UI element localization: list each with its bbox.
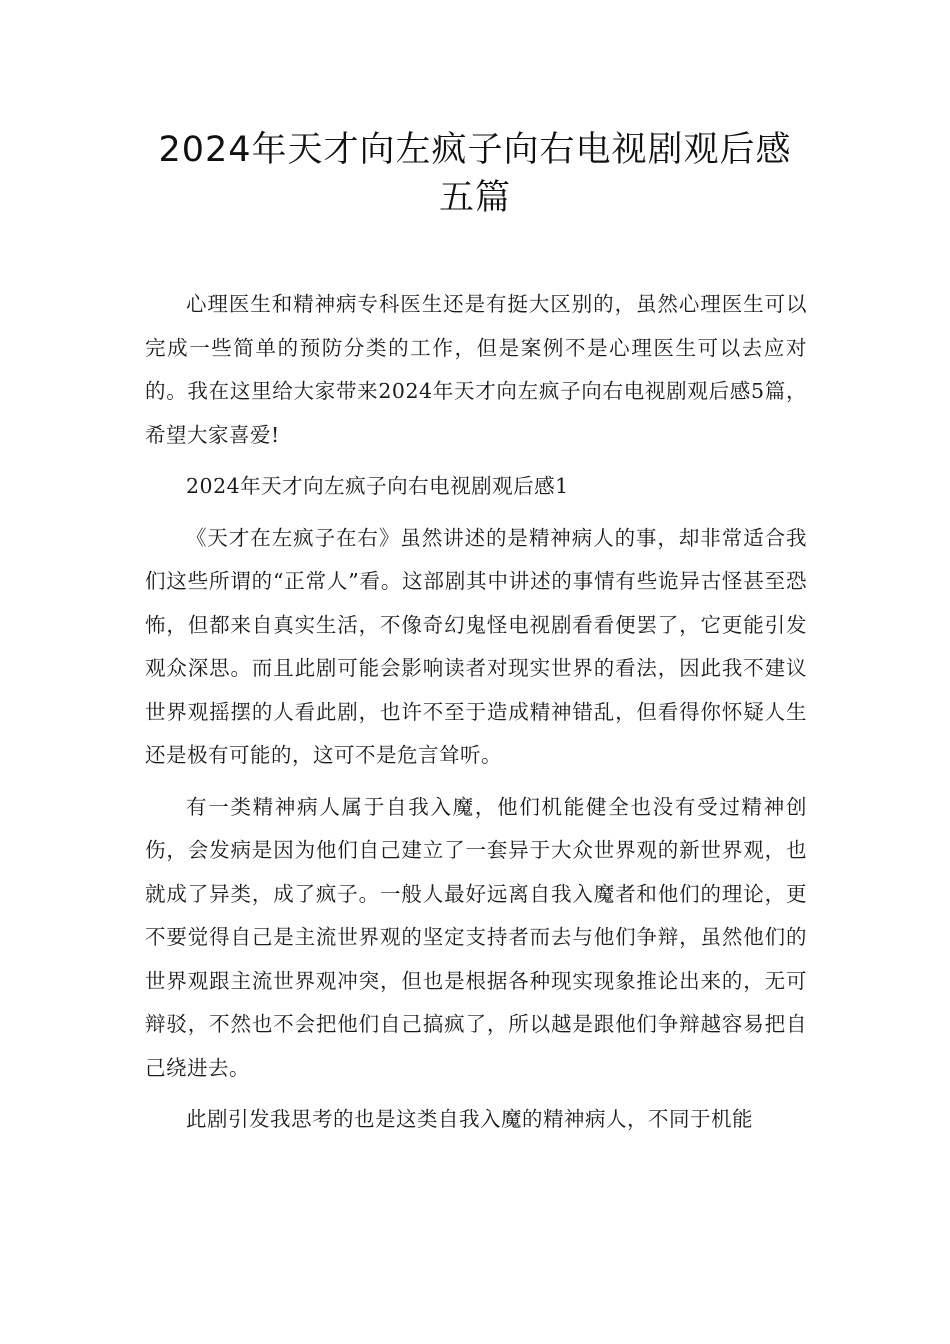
intro-paragraph: 心理医生和精神病专科医生还是有挺大区别的，虽然心理医生可以完成一些简单的预防分类的工作，但是案例不是心理医生可以去应对的。我在这里给大家带来2024年天才向左疯子向右电视剧观后感5篇，希望大家喜爱! <box>145 292 807 447</box>
section-heading: 2024年天才向左疯子向右电视剧观后感1 <box>186 474 569 498</box>
document-title <box>100 126 850 222</box>
body-paragraph: 《天才在左疯子在右》虽然讲述的是精神病人的事，却非常适合我们这些所谓的“正常人”看。这部剧其中讲述的事情有些诡异古怪甚至恐怖，但都来自真实生活，不像奇幻鬼怪电视剧看看便罢了，它更能引发观众深思。而且此剧可能会影响读者对现实世界的看法，因此我不建议世界观摇摆的人看此剧，也许不至于造成精神错乱，但看得你怀疑人生还是极有可能的，这可不是危言耸听。 <box>145 525 807 767</box>
title-line-1: 2024年天才向左疯子向右电视剧观后感 <box>158 130 792 170</box>
title-line-2: 五篇 <box>438 178 511 218</box>
body-paragraph: 此剧引发我思考的也是这类自我入魔的精神病人，不同于机能 <box>186 1107 753 1131</box>
body-paragraph: 有一类精神病人属于自我入魔，他们机能健全也没有受过精神创伤，会发病是因为他们自己建立了一套异于大众世界观的新世界观，也就成了异类，成了疯子。一般人最好远离自我入魔者和他们的理论，更不要觉得自己是主流世界观的坚定支持者而去与他们争辩，虽然他们的世界观跟主流世界观冲突，但也是根据各种现实现象推论出来的，无可辩驳，不然也不会把他们自己搞疯了，所以越是跟他们争辩越容易把自己绕进去。 <box>145 794 807 1080</box>
document-body <box>145 283 807 1150</box>
